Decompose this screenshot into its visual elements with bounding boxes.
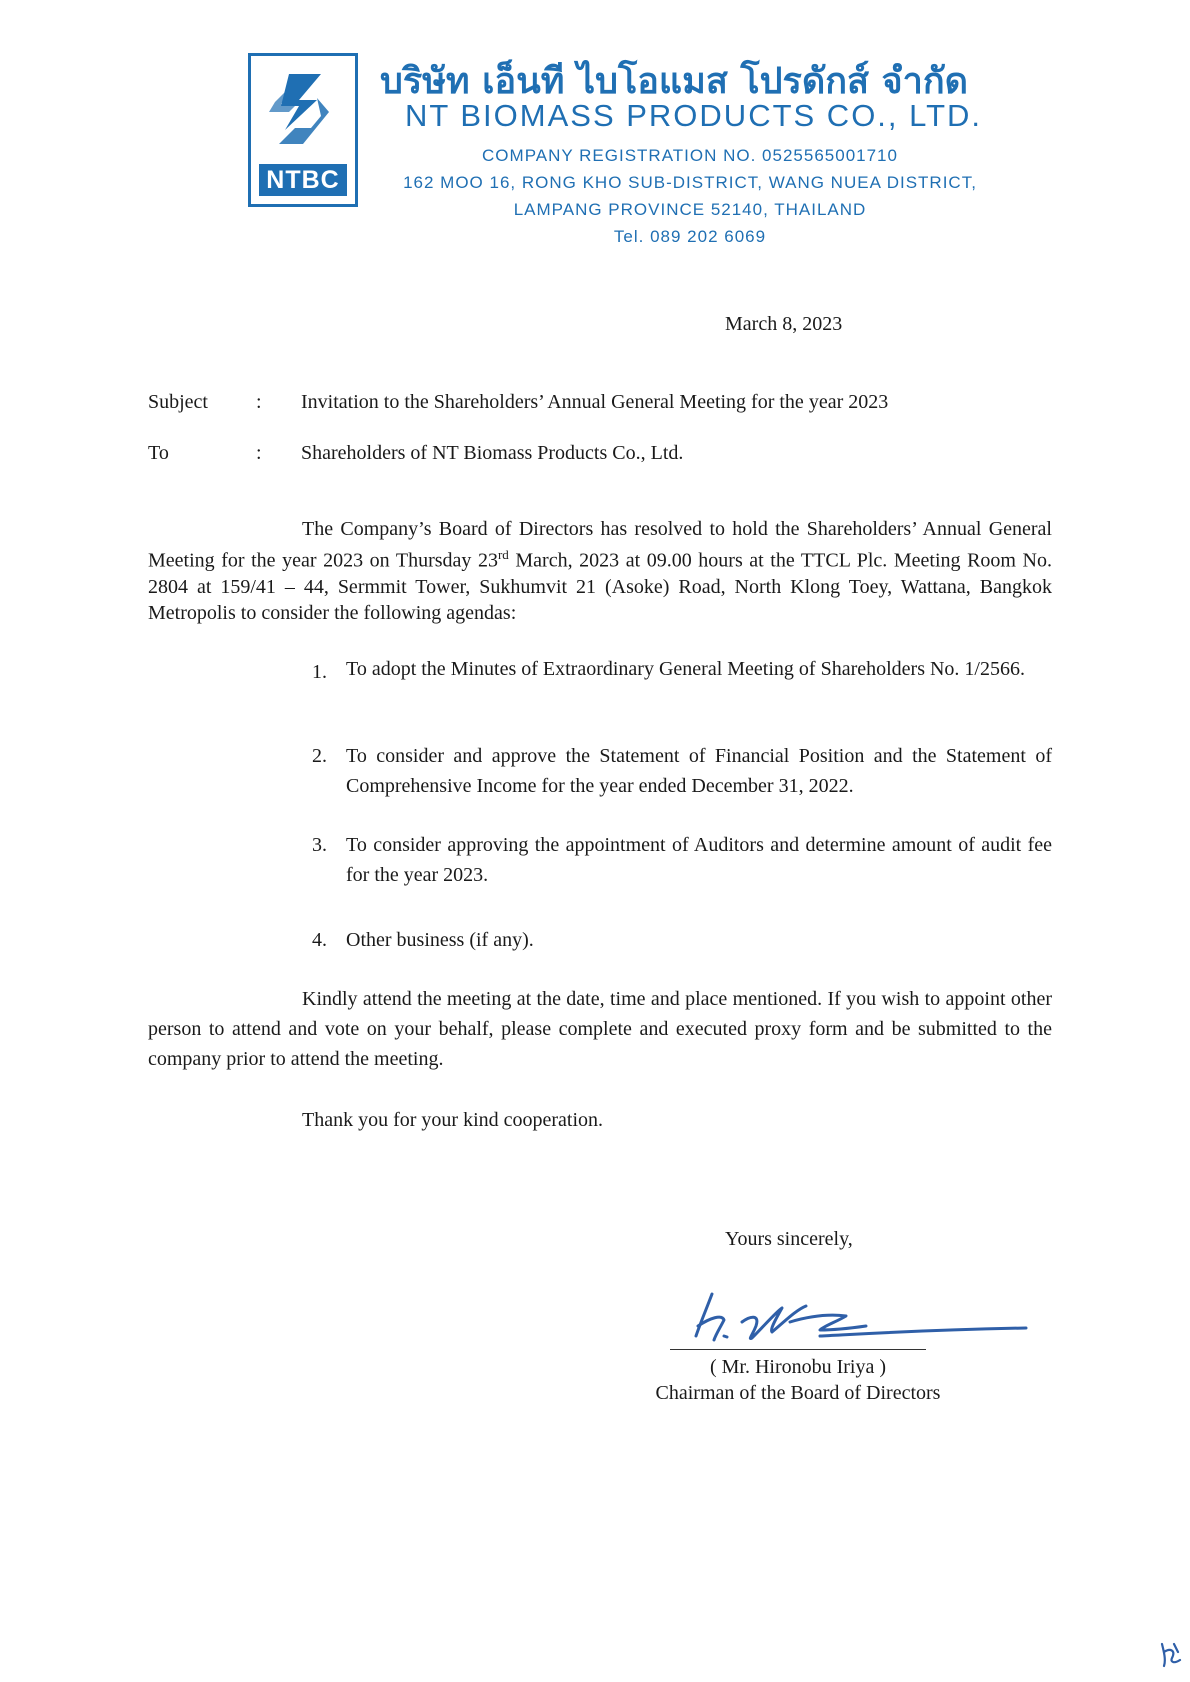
address-line-2: LAMPANG PROVINCE 52140, THAILAND bbox=[513, 200, 867, 219]
attendance-request-paragraph: Kindly attend the meeting at the date, time and place mentioned. If you wish to appoint other person to attend and vote on your behalf, please complete and executed proxy form and be submitted to the company prior to attend the meeting. bbox=[148, 988, 1052, 1070]
company-name-thai: บริษัท เอ็นที ไบโอแมส โปรดักส์ จำกัด bbox=[380, 61, 969, 102]
signatory-title: Chairman of the Board of Directors bbox=[655, 1382, 941, 1404]
logo-text: NTBC bbox=[259, 164, 347, 196]
signature-line bbox=[670, 1349, 926, 1350]
closing-line: Yours sincerely, bbox=[725, 1228, 853, 1250]
agenda-number: 4. bbox=[312, 929, 327, 951]
company-name-english: NT BIOMASS PRODUCTS CO., LTD. bbox=[405, 98, 983, 133]
agenda-number: 2. bbox=[312, 745, 327, 767]
subject-value: Invitation to the Shareholders’ Annual General Meeting for the year 2023 bbox=[301, 391, 889, 413]
subject-label: Subject bbox=[148, 391, 208, 413]
agenda-number: 1. bbox=[312, 661, 327, 683]
intro-text-2: March, 2023 at 09.00 hours at the TTCL Plc. Meeting Room No. 2804 at 159/41 – 44, Sermmit Tower, Sukhumvit 21 (Asoke) Road, North Klong Toey, Wattana, Bangkok Metropolis to consider the following agendas: bbox=[148, 549, 1052, 624]
handwritten-signature bbox=[690, 1286, 1030, 1350]
signatory-name: ( Mr. Hironobu Iriya ) bbox=[709, 1356, 887, 1378]
agenda-text: To adopt the Minutes of Extraordinary General Meeting of Shareholders No. 1/2566. bbox=[346, 658, 1025, 680]
agenda-text: To consider approving the appointment of Auditors and determine amount of audit fee for the year 2023. bbox=[346, 834, 1052, 886]
intro-superscript: rd bbox=[497, 547, 509, 562]
agenda-text: Other business (if any). bbox=[346, 929, 534, 951]
logo-emblem-icon bbox=[259, 64, 347, 164]
subject-separator: : bbox=[256, 391, 262, 413]
initials-mark-icon bbox=[1158, 1640, 1184, 1670]
telephone: Tel. 089 202 6069 bbox=[613, 227, 767, 246]
company-registration: COMPANY REGISTRATION NO. 0525565001710 bbox=[482, 146, 898, 165]
to-separator: : bbox=[256, 442, 262, 464]
agenda-number: 3. bbox=[312, 834, 327, 856]
letter-date: March 8, 2023 bbox=[725, 313, 843, 335]
to-value: Shareholders of NT Biomass Products Co., Ltd. bbox=[301, 442, 684, 464]
to-label: To bbox=[148, 442, 169, 464]
company-logo bbox=[248, 53, 358, 207]
address-line-1: 162 MOO 16, RONG KHO SUB-DISTRICT, WANG NUEA DISTRICT, bbox=[403, 173, 977, 192]
agenda-text: To consider and approve the Statement of Financial Position and the Statement of Comprehensive Income for the year ended December 31, 2022. bbox=[346, 745, 1052, 797]
intro-text-1: The Company’s Board of Directors has resolved to hold the Shareholders’ Annual General Meeting for the year 2023 on Thursday 23 bbox=[148, 518, 1052, 572]
thanks-line: Thank you for your kind cooperation. bbox=[302, 1109, 604, 1131]
intro-paragraph bbox=[148, 516, 1052, 626]
